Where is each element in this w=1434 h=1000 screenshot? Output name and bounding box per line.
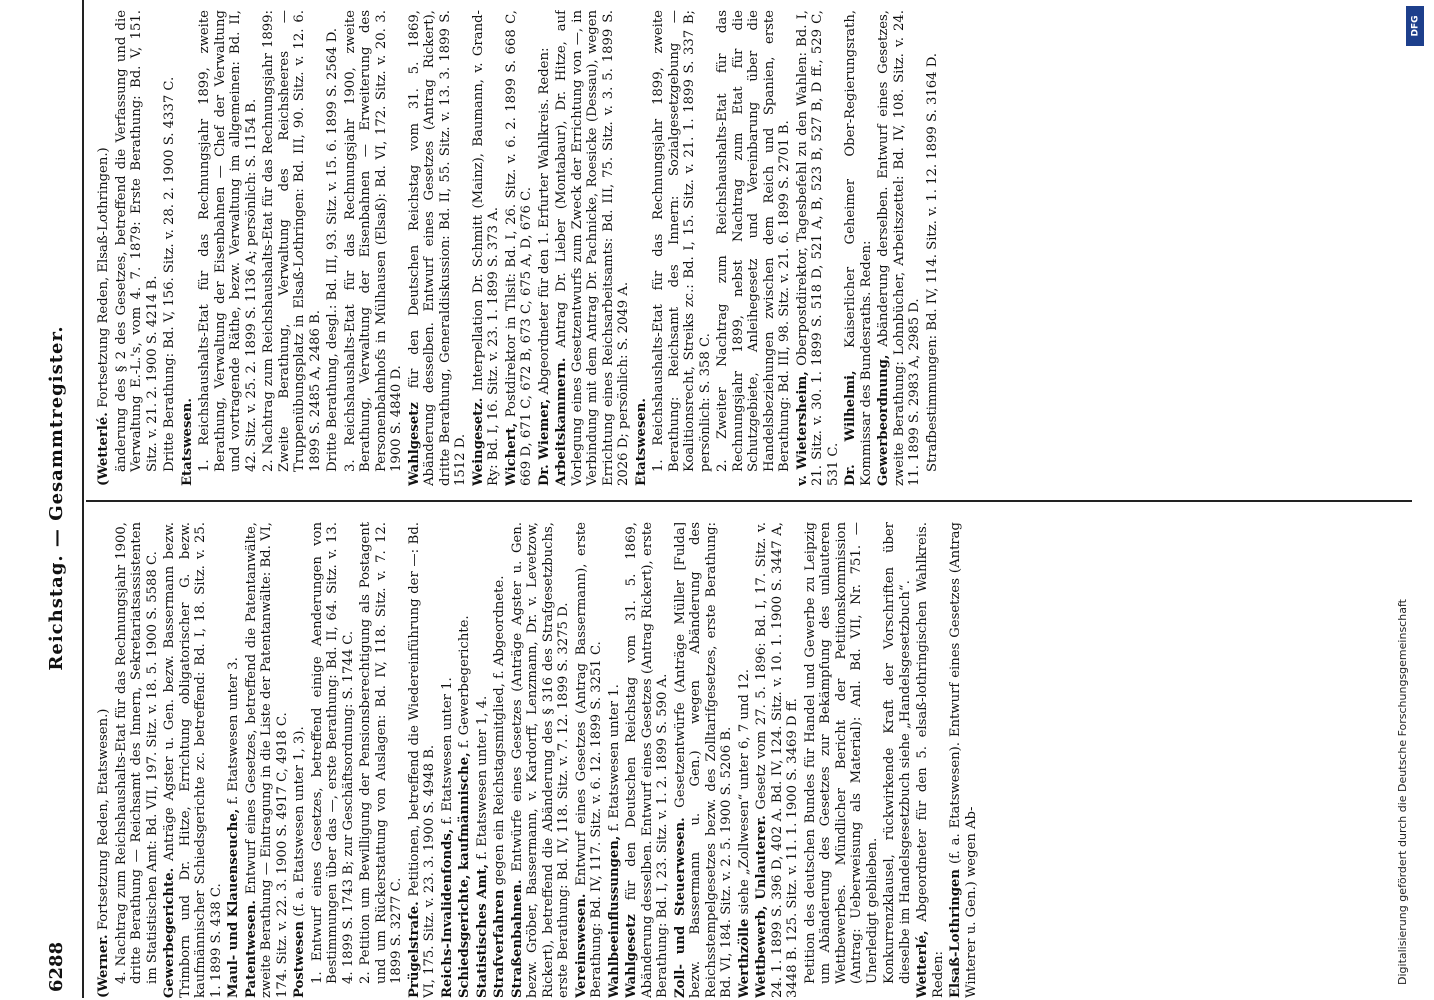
entry-text: änderung des § 2 des Gesetzes, betreffend die Verfassung und die Verwaltung E.-L.'s, vom 4. 7. 1879: Erste Berathung: Bd. V, 151. Sitz. v. 21. 2. 1900 S. 4214 B. [113,10,160,472]
entry-heading: Dr. Wilhelmi, [843,370,858,486]
register-entry [574,522,605,998]
register-entry [292,522,308,998]
register-entry [925,10,941,472]
entry-text: Oberpostdirektor, Tagesbefehl zu den Wahlen: Bd. I, 21. Sitz. v. 30. 1. 1899 S. 518 D, 521 A, B, 523 B, 527 B, D ff., 529 C, 531 C. [794,10,841,486]
entry-heading: v. Wietersheim, [794,371,810,486]
entry-heading: Maul- und Klauenseuche, [226,808,241,998]
register-entry [96,522,112,998]
entry-text: Strafbestimmungen: Bd. IV, 114. Sitz. v. 1. 12. 1899 S. 3164 D. [924,52,940,472]
page-header [42,0,74,998]
entry-heading: (Werner. [96,934,111,998]
register-entry [407,522,438,998]
entry-heading: Wetterlé, [915,930,930,998]
entry-text: gegen ein Reichstagsmitglied, f. Abgeordnete. [492,575,507,886]
entry-heading: Wahlgesetz [406,402,422,486]
register-entry [795,10,842,486]
register-entry [244,522,291,998]
digitization-note [1392,10,1422,990]
register-entry [226,522,242,998]
register-entry [510,522,572,998]
register-entry [948,522,979,998]
entry-heading: Wahlgesetz [624,914,639,998]
entry-text: 2. Zweiter Nachtrag zum Reichshaushalts-Etat für das Rechnungsjahr 1899, nebst Nachtrag zum Etat für die Schutzgebiete, Anleihegesetz und Vereinbarung über die Handelsbeziehungen zwischen dem Reich und Spanien, erste Berathung: Bd. III, 98. Sitz. v. 21. 6. 1899 S. 2701 B. [715,10,792,472]
register-entry [440,522,456,998]
register-entry [504,10,535,486]
entry-heading: Werthzölle [736,918,752,998]
entry-heading: Wettbewerb, Unlauterer. [754,815,769,998]
register-entry [673,522,735,998]
entry-heading: Gewerbegerichte. [162,867,177,998]
entry-text: Petition des deutschen Bundes für Handel und Gewerbe zu Leipzig um Abänderung des Gesetzes zur Bekämpfung des unlauteren Wettbewerbes. Mündlicher Bericht der Petitionskommission (Antrag: Ueberweisung als Material): Anl. Bd. VII, Nr. 751. — Unerledigt geblieben. [802,522,880,984]
entry-text: 4. Nachtrag zum Reichshaushalts-Etat für das Rechnungsjahr 1900, dritte Berathung — Reichsamt des Innern, Sekretariatsassistenten im Statistischen Amt: Bd. VII, 197. Sitz. v. 18. 5. 1900 S. 5588 C. [113,522,160,984]
entry-heading: Patentwesen. [243,899,259,998]
register-entry [310,522,357,984]
entry-heading: Straßenbahnen. [509,879,525,998]
entry-text: f. Etatswesen unter 1. [439,677,455,825]
entry-text: Gesetzentwürfe (Anträge Müller [Fulda] bezw. Bassermann u. Gen.) wegen Abänderung des Reichsstempelgesetzes bezw. des Zolltarifgesetzes, erste Berathung: Bd. VI, 184. Sitz. v. 2. 5. 1900 S. 5206 B. [672,522,734,998]
entry-text: 3. Reichshaushalts-Etat für das Rechnungsjahr 1900, zweite Berathung, Verwaltung der Eisenbahnen — Erweiterung des Personenbahnhofs in Mülhausen (Elsaß): Bd. VI, 172. Sitz. v. 20. 3. 1900 S. 4840 D. [342,10,404,472]
register-entry [475,522,491,998]
entry-heading: Etatswesen. [179,398,195,486]
right-column [96,10,1406,486]
register-entry [803,522,881,984]
entry-text: Abgeordneter für den 5. elsaß-lothringischen Wahlkreis. Reden: [915,522,946,998]
page-number: 6288 [46,941,67,992]
rotated-page [22,0,1412,998]
register-entry [492,522,508,998]
register-entry [882,522,913,984]
header-rule [82,0,84,998]
entry-heading: (Wetterlé. [96,412,111,486]
entry-text: Dritte Berathung: Bd. V, 156. Sitz. v. 28. 2. 1900 S. 4337 C. [162,76,177,472]
register-entry [471,10,502,486]
entry-text: siehe „Zollwesen“ unter 6, 7 und 12. [736,669,752,915]
register-entry [114,522,161,984]
entry-text: 1. Reichshaushalts-Etat für das Rechnungsjahr 1899, zweite Berathung: Reichsamt des Innern: Sozialgesetzgebung — Koalitionsrecht, Streiks zc.: Bd. I, 15. Sitz. v. 21. 1. 1899 S. 337 B; persönlich: S. 358 C. [651,10,713,472]
entry-text: Postdirektor in Tilsit: Bd. I, 26. Sitz. v. 6. 2. 1899 S. 668 C, 669 D, 671 C, 672 B, 673 C, 675 A, D, 676 C. [503,10,534,486]
register-entry [537,10,553,486]
entry-heading: Reichs-Invalidenfonds, [439,828,455,998]
entry-text: Konkurrenzklausel, rückwirkende Kraft der Vorschriften über dieselbe im Handelsgesetzbuch siehe „Handelsgesetzbuch“. [882,522,913,984]
entry-heading: Etatswesen. [633,398,649,486]
entry-text: f. Etatswesen unter 1. [606,684,622,832]
entry-text: Fortsetzung Reden, Etatswesen.) [96,708,111,931]
entry-text: Petitionen, betreffend die Wiedereinführung der —: Bd. VI, 175. Sitz. v. 23. 3. 1900 S. 4948 B. [406,522,437,998]
register-entry [343,10,405,472]
entry-heading: Wichert, [503,422,519,486]
entry-heading: Prügelstrafe. [406,901,422,998]
entry-text: Entwurf eines Gesetzes, betreffend die Patentanwälte, zweite Berathung — Eintragung in die Liste der Patentanwälte: Bd. VI, 174. Sitz. v. 22. 3. 1900 S. 4917 C, 4918 C. [243,522,290,998]
entry-text: 2. Nachtrag zum Reichshaushalts-Etat für das Rechnungsjahr 1899: Zweite Berathung, Verwaltung des Reichsheeres — Truppenübungsplatz in Elsaß-Lothringen: Bd. III, 90. Sitz. v. 12. 6. 1899 S. 2485 A, 2486 B. [261,10,323,472]
entry-heading: Zoll- und Steuerwesen. [672,817,688,998]
register-entry [180,10,196,486]
register-entry [325,10,341,472]
dfg-logo [1406,6,1424,46]
entry-text: Abänderung derselben. Entwurf eines Gesetzes, zweite Berathung: Lohnbücher, Arbeitszettel: Bd. IV, 108. Sitz. v. 24. 11. 1899 S. 2983 A, 2985 D. [876,10,922,486]
entry-text: (f. a. Etatswesen unter 1, 3). [292,726,307,917]
register-entry [261,10,323,472]
entry-text: Anträge Agster u. Gen. bezw. Bassermann bezw. Trimborn und Dr. Hitze, Errichtung obligatorischer G. bezw. kaufmännischer Schiedsgerichte zc. betreffend: Bd. I, 18. Sitz. v. 25. 1. 1899 S. 438 C. [162,522,224,998]
entry-heading: Postwesen [292,920,307,998]
register-entry [162,10,178,472]
entry-text: Fortsetzung Reden, Elsaß-Lothringen.) [96,147,111,408]
dfg-logo-text: DFG [1410,15,1421,37]
entry-text: 2. Petition um Bewilligung der Pensionsberechtigung als Postagent und um Rückerstattung von Auslagen: Bd. IV, 118. Sitz. v. 7. 12. 1899 S. 3277 C. [358,522,404,984]
entry-text: (f. a. Etatswesen). Entwurf eines Gesetzes (Antrag Winterer u. Gen.) wegen Ab- [948,522,979,998]
entry-text: f. Etatswesen unter 3. [226,657,241,805]
register-entry [407,10,469,486]
digitization-note-text: Digitalisierung gefördert durch die Deutsche Forschungsgemeinschaft [1396,599,1409,985]
register-entry [162,522,224,998]
register-entry [634,10,650,486]
entry-text: 1. Reichshaushalts-Etat für das Rechnungsjahr 1899, zweite Berathung, Verwaltung der Eisenbahnen — Chef der Verwaltung und vortragende Räthe, bezw. Verwaltung im allgemeinen: Bd. II, 42. Sitz. v. 25. 2. 1899 S. 1136 A; persönlich: S. 1154 B. [197,10,259,472]
entry-text: Antrag Dr. Lieber (Montabaur), Dr. Hitze, auf Vorlegung eines Gesetzentwurfs zum Zweck der Errichtung von —, in Verbindung mit dem Antrag Dr. Pachnicke, Roesicke (Dessau), wegen Errichtung eines Reichsarbeitsamts: Bd. III, 75. Sitz. v. 3. 5. 1899 S. 2026 D; persönlich: S. 2049 A. [554,10,631,486]
page-title: Reichstag. — Gesammtregister. [46,325,67,671]
entry-heading: Strafverfahren [492,889,507,998]
register-entry [876,10,923,486]
entry-text: Interpellation Dr. Schmitt (Mainz), Baumann, v. Grand-Ry: Bd. I, 16. Sitz. v. 23. 1. 1899 S. 373 A. [470,10,501,486]
register-entry [737,522,753,998]
register-entry [554,10,632,486]
register-entry [843,10,874,486]
entry-text: Kaiserlicher Geheimer Ober-Regierungsrath, Kommissar des Bundesraths. Reden: [843,10,874,486]
entry-text: Entwurf eines Gesetzes (Antrag Bassermann), erste Berathung: Bd. IV, 117. Sitz. v. 6. 12. 1899 S. 3251 C. [573,522,604,998]
register-entry [754,522,801,998]
entry-text: für den Deutschen Reichstag vom 31. 5. 1869, Abänderung desselben. Entwurf eines Gesetzes (Antrag Rickert), dritte Berathung, Generaldiskussion: Bd. II, 55. Sitz. v. 13. 3. 1899 S. 1512 D. [406,10,468,486]
left-column [96,522,1406,998]
register-entry [114,10,161,472]
entry-text: Gesetz vom 27. 5. 1896: Bd. I, 17. Sitz. v. 24. 1. 1899 S. 396 D, 402 A. Bd. IV, 124. Sitz. v. 10. 1. 1900 S. 3447 A, 3448 B. 125. Sitz. v. 11. 1. 1900 S. 3469 D ff. [754,522,800,998]
entry-text: 1. Entwurf eines Gesetzes, betreffend einige Aenderungen von Bestimmungen über das —, erste Berathung: Bd. II, 64. Sitz. v. 13. 4. 1899 S. 1743 B; zur Geschäftsordnung: S. 1744 C. [309,522,356,984]
entry-heading: Elsaß-Lothringen [948,868,963,998]
register-entry [607,522,623,998]
entry-heading: Statistisches Amt, [474,863,490,998]
register-entry [715,10,793,472]
register-entry [624,522,671,998]
entry-text: f. Etatswesen unter 1, 4. [474,695,490,860]
entry-heading: Dr. Wiemer, [536,398,552,486]
entry-heading: Weingesetz. [470,397,486,486]
register-entry [651,10,713,472]
entry-text: Entwürfe eines Gesetzes (Anträge Agster u. Gen. bezw. Gröber, Bassermann, v. Kardorff, Lenzmann, Dr. v. Levetzow, Rickert), betreffend die Abänderung des § 316 des Strafgesetzbuchs, erste Berathung: Bd. IV, 118. Sitz. v. 7. 12. 1899 S. 3275 D. [509,522,571,998]
entry-text: Dritte Berathung, desgl.: Bd. III, 93. Sitz. v. 15. 6. 1899 S. 2564 D. [325,28,340,472]
entry-heading: Gewerbeordnung, [876,354,891,486]
entry-text: Abgeordneter für den 1. Erfurter Wahlkreis. Reden: [536,47,552,395]
entry-heading: Vereinswesen. [573,893,589,998]
register-entry [915,522,946,998]
register-entry [358,522,405,984]
entry-heading: Arbeitskammern. [554,357,569,486]
register-entry [96,10,112,486]
entry-text: f. Gewerbegerichte. [457,615,472,749]
entry-text: für den Deutschen Reichstag vom 31. 5. 1869, Abänderung desselben. Entwurf eines Gesetzes (Antrag Rickert), erste Berathung: Bd. I, 23. Sitz. v. 1. 2. 1899 S. 590 A. [624,522,670,998]
column-divider [86,500,1412,502]
entry-heading: Schiedsgerichte, kaufmännische, [457,752,472,998]
register-entry [197,10,259,472]
entry-heading: Wahlbeeinflussungen, [606,835,622,998]
register-entry [457,522,473,998]
